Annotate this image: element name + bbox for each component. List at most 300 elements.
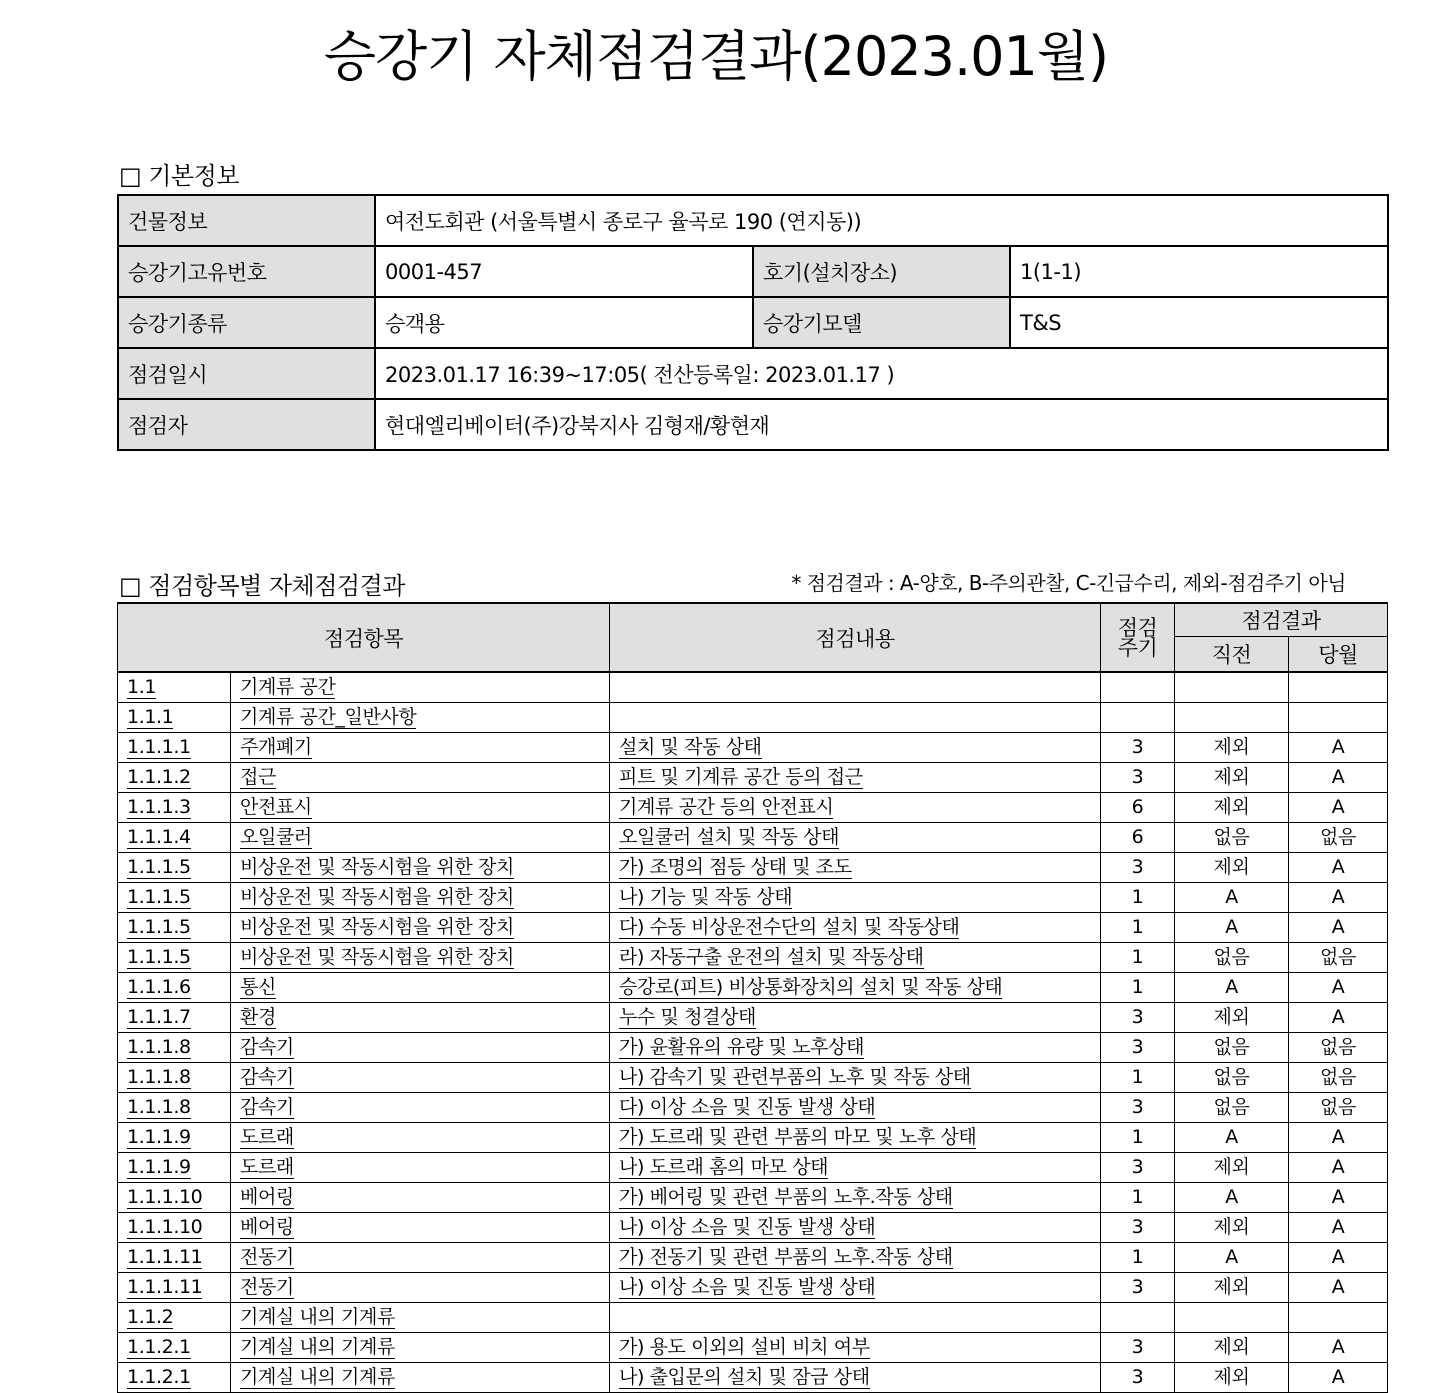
- row-number: [118, 973, 231, 1003]
- row-item-text: 환경: [240, 1006, 276, 1028]
- row-number-text: 1.1.1.5: [127, 946, 191, 968]
- row-item: [231, 1063, 610, 1093]
- row-prev-result: [1175, 913, 1289, 943]
- table-row: [118, 672, 1388, 703]
- row-current-result-text: A: [1331, 736, 1345, 758]
- row-prev-result: [1175, 733, 1289, 763]
- row-item-text: 비상운전 및 작동시험을 위한 장치: [240, 856, 514, 878]
- row-cycle: [1101, 943, 1175, 973]
- row-number-text: 1.1.2: [127, 1306, 174, 1328]
- table-row: [118, 703, 1388, 733]
- row-item: [231, 1303, 610, 1333]
- row-cycle: [1101, 703, 1175, 733]
- row-prev-result-text: A: [1225, 1186, 1238, 1208]
- row-content: [610, 703, 1101, 733]
- row-number: [118, 793, 231, 823]
- row-prev-result-text: 제외: [1213, 766, 1250, 788]
- table-row: [118, 943, 1388, 973]
- date-row: [118, 348, 1388, 399]
- table-row: [118, 1333, 1388, 1363]
- table-row: [118, 973, 1388, 1003]
- row-content-text: 가) 베어링 및 관련 부품의 노후.작동 상태: [619, 1186, 953, 1208]
- row-content-text: 나) 도르래 홈의 마모 상태: [619, 1156, 829, 1178]
- date-value: 2023.01.17 16:39~17:05( 전산등록일: 2023.01.17 ): [375, 348, 1388, 399]
- row-current-result-text: A: [1331, 976, 1345, 998]
- row-cycle-text: 6: [1131, 796, 1144, 818]
- table-row: [118, 1033, 1388, 1063]
- header-cycle-line1: 점검: [1117, 615, 1158, 640]
- results-legend: * 점검결과 : A-양호, B-주의관찰, C-긴급수리, 제외-점검주기 아님: [791, 571, 1346, 595]
- row-prev-result: [1175, 973, 1289, 1003]
- basic-info-heading: □ 기본정보: [119, 162, 240, 190]
- row-number: [118, 1153, 231, 1183]
- row-current-result: [1289, 1093, 1388, 1123]
- row-prev-result: [1175, 1093, 1289, 1123]
- row-item-text: 기계류 공간: [240, 676, 336, 698]
- building-value: 여전도회관 (서울특별시 종로구 율곡로 190 (연지동)): [375, 195, 1388, 246]
- row-item-text: 도르래: [240, 1126, 294, 1148]
- row-prev-result: [1175, 823, 1289, 853]
- row-content-text: 가) 도르래 및 관련 부품의 마모 및 노후 상태: [619, 1126, 977, 1148]
- row-prev-result: [1175, 1183, 1289, 1213]
- row-prev-result-text: 제외: [1213, 796, 1250, 818]
- row-item-text: 기계실 내의 기계류: [240, 1336, 395, 1358]
- header-prev: 직전: [1175, 637, 1289, 673]
- row-item: [231, 943, 610, 973]
- row-number-text: 1.1.1.10: [127, 1186, 203, 1208]
- row-item-text: 비상운전 및 작동시험을 위한 장치: [240, 886, 514, 908]
- row-item: [231, 1153, 610, 1183]
- row-prev-result: [1175, 943, 1289, 973]
- row-item-text: 전동기: [240, 1276, 294, 1298]
- row-number: [118, 1183, 231, 1213]
- row-prev-result: [1175, 672, 1289, 703]
- row-content: [610, 1183, 1101, 1213]
- row-cycle-text: 3: [1131, 1366, 1144, 1388]
- row-prev-result-text: A: [1225, 976, 1238, 998]
- row-content: [610, 973, 1101, 1003]
- row-content: [610, 823, 1101, 853]
- row-prev-result: [1175, 1063, 1289, 1093]
- type-value: 승객용: [375, 297, 753, 348]
- row-content-text: 나) 감속기 및 관련부품의 노후 및 작동 상태: [619, 1066, 971, 1088]
- row-prev-result: [1175, 1333, 1289, 1363]
- row-cycle-text: 1: [1131, 1126, 1144, 1148]
- basic-info-table: [117, 194, 1389, 451]
- header-cycle: [1101, 603, 1175, 672]
- header-result: 점검결과: [1175, 603, 1388, 637]
- row-cycle-text: 1: [1131, 976, 1144, 998]
- row-content: [610, 913, 1101, 943]
- header-cycle-line2: 주기: [1117, 635, 1158, 660]
- row-number-text: 1.1.1.5: [127, 856, 191, 878]
- row-cycle: [1101, 733, 1175, 763]
- header-content: 점검내용: [610, 603, 1101, 672]
- row-prev-result: [1175, 1213, 1289, 1243]
- row-number: [118, 1093, 231, 1123]
- row-prev-result-text: A: [1225, 1126, 1238, 1148]
- table-row: [118, 823, 1388, 853]
- row-prev-result: [1175, 703, 1289, 733]
- table-row: [118, 793, 1388, 823]
- row-content-text: 승강로(피트) 비상통화장치의 설치 및 작동 상태: [619, 976, 1003, 998]
- unique-no-row: [118, 246, 1388, 297]
- row-cycle-text: 1: [1131, 1066, 1144, 1088]
- row-cycle: [1101, 853, 1175, 883]
- row-prev-result: [1175, 853, 1289, 883]
- row-current-result: [1289, 1003, 1388, 1033]
- table-row: [118, 853, 1388, 883]
- row-current-result-text: 없음: [1320, 826, 1356, 848]
- row-content-text: 다) 이상 소음 및 진동 발생 상태: [619, 1096, 876, 1118]
- row-current-result: [1289, 823, 1388, 853]
- row-item-text: 비상운전 및 작동시험을 위한 장치: [240, 946, 514, 968]
- row-content-text: 누수 및 청결상태: [619, 1006, 756, 1028]
- row-prev-result-text: 제외: [1213, 1336, 1250, 1358]
- row-item: [231, 973, 610, 1003]
- row-current-result: [1289, 853, 1388, 883]
- row-item-text: 감속기: [240, 1036, 294, 1058]
- row-cycle-text: 3: [1131, 1006, 1144, 1028]
- row-number: [118, 703, 231, 733]
- row-item-text: 기계실 내의 기계류: [240, 1366, 395, 1388]
- row-content-text: 가) 조명의 점등 상태 및 조도: [619, 856, 852, 878]
- row-current-result-text: A: [1331, 1156, 1345, 1178]
- row-number-text: 1.1.1.8: [127, 1096, 191, 1118]
- row-item: [231, 1333, 610, 1363]
- row-item: [231, 1123, 610, 1153]
- row-number-text: 1.1.1.5: [127, 916, 191, 938]
- table-row: [118, 1153, 1388, 1183]
- row-prev-result: [1175, 1273, 1289, 1303]
- row-item: [231, 703, 610, 733]
- page-title: 승강기 자체점검결과(2023.01월): [323, 25, 1109, 88]
- row-item: [231, 853, 610, 883]
- row-cycle: [1101, 763, 1175, 793]
- row-content: [610, 733, 1101, 763]
- row-prev-result: [1175, 1003, 1289, 1033]
- row-current-result: [1289, 733, 1388, 763]
- row-current-result-text: A: [1331, 1366, 1345, 1388]
- row-cycle: [1101, 823, 1175, 853]
- row-number: [118, 1213, 231, 1243]
- table-row: [118, 1243, 1388, 1273]
- row-cycle-text: 3: [1131, 856, 1144, 878]
- row-number: [118, 1363, 231, 1393]
- row-current-result: [1289, 913, 1388, 943]
- row-content: [610, 1033, 1101, 1063]
- row-current-result-text: 없음: [1320, 946, 1356, 968]
- row-cycle: [1101, 1153, 1175, 1183]
- unit-label: 호기(설치장소): [753, 246, 1010, 297]
- unit-value: 1(1-1): [1010, 246, 1388, 297]
- row-item-text: 전동기: [240, 1246, 294, 1268]
- row-cycle-text: 3: [1131, 1036, 1144, 1058]
- building-label: 건물정보: [118, 195, 375, 246]
- row-number-text: 1.1.1.9: [127, 1156, 191, 1178]
- row-content: [610, 1153, 1101, 1183]
- table-row: [118, 1273, 1388, 1303]
- row-number: [118, 1243, 231, 1273]
- row-current-result: [1289, 1243, 1388, 1273]
- row-current-result-text: A: [1331, 1276, 1345, 1298]
- row-item: [231, 1093, 610, 1123]
- row-prev-result: [1175, 793, 1289, 823]
- model-label: 승강기모델: [753, 297, 1010, 348]
- row-cycle: [1101, 913, 1175, 943]
- row-cycle: [1101, 883, 1175, 913]
- row-current-result: [1289, 672, 1388, 703]
- row-current-result-text: A: [1331, 1186, 1345, 1208]
- row-content: [610, 1063, 1101, 1093]
- row-prev-result-text: 없음: [1213, 826, 1250, 848]
- row-cycle-text: 6: [1131, 826, 1144, 848]
- table-row: [118, 1363, 1388, 1393]
- row-item: [231, 672, 610, 703]
- row-cycle-text: 3: [1131, 1096, 1144, 1118]
- table-row: [118, 733, 1388, 763]
- row-current-result: [1289, 1123, 1388, 1153]
- row-prev-result-text: 제외: [1213, 1216, 1250, 1238]
- row-content-text: 나) 기능 및 작동 상태: [619, 886, 793, 908]
- row-cycle: [1101, 973, 1175, 1003]
- row-content: [610, 1273, 1101, 1303]
- row-current-result-text: A: [1331, 886, 1345, 908]
- row-cycle-text: 3: [1131, 1216, 1144, 1238]
- row-prev-result-text: 없음: [1213, 946, 1250, 968]
- row-prev-result-text: A: [1225, 916, 1238, 938]
- row-number: [118, 1063, 231, 1093]
- row-cycle-text: 3: [1131, 1156, 1144, 1178]
- row-cycle: [1101, 1213, 1175, 1243]
- row-item-text: 접근: [240, 766, 276, 788]
- row-content-text: 가) 용도 이외의 설비 비치 여부: [619, 1336, 870, 1358]
- table-row: [118, 1183, 1388, 1213]
- row-current-result-text: A: [1331, 856, 1345, 878]
- row-prev-result-text: A: [1225, 886, 1238, 908]
- row-content-text: 오일쿨러 설치 및 작동 상태: [619, 826, 840, 848]
- row-number: [118, 1003, 231, 1033]
- row-cycle-text: 1: [1131, 886, 1144, 908]
- row-number: [118, 883, 231, 913]
- row-current-result: [1289, 1153, 1388, 1183]
- row-number: [118, 943, 231, 973]
- row-prev-result: [1175, 763, 1289, 793]
- row-number: [118, 1333, 231, 1363]
- row-cycle: [1101, 672, 1175, 703]
- row-content-text: 라) 자동구출 운전의 설치 및 작동상태: [619, 946, 924, 968]
- row-cycle: [1101, 1243, 1175, 1273]
- row-item: [231, 823, 610, 853]
- row-content: [610, 672, 1101, 703]
- table-row: [118, 1003, 1388, 1033]
- row-number-text: 1.1.1.11: [127, 1276, 203, 1298]
- row-prev-result-text: 제외: [1213, 1276, 1250, 1298]
- row-current-result: [1289, 1033, 1388, 1063]
- table-row: [118, 913, 1388, 943]
- row-current-result: [1289, 1213, 1388, 1243]
- row-number-text: 1.1.2.1: [127, 1366, 191, 1388]
- row-number-text: 1.1.1.8: [127, 1066, 191, 1088]
- row-content-text: 가) 전동기 및 관련 부품의 노후.작동 상태: [619, 1246, 953, 1268]
- row-number: [118, 672, 231, 703]
- row-number-text: 1.1.1.1: [127, 736, 191, 758]
- unique-no-value: 0001-457: [375, 246, 753, 297]
- row-prev-result-text: 제외: [1213, 736, 1250, 758]
- table-row: [118, 1213, 1388, 1243]
- row-number-text: 1.1.1.4: [127, 826, 191, 848]
- row-content: [610, 763, 1101, 793]
- row-content: [610, 883, 1101, 913]
- row-content-text: 피트 및 기계류 공간 등의 접근: [619, 766, 863, 788]
- row-item: [231, 1183, 610, 1213]
- row-current-result-text: 없음: [1320, 1096, 1356, 1118]
- row-cycle: [1101, 1003, 1175, 1033]
- row-prev-result-text: 없음: [1213, 1096, 1250, 1118]
- row-number-text: 1.1: [127, 676, 157, 698]
- row-prev-result: [1175, 1243, 1289, 1273]
- row-current-result-text: 없음: [1320, 1066, 1356, 1088]
- row-content: [610, 793, 1101, 823]
- row-cycle: [1101, 1093, 1175, 1123]
- row-prev-result: [1175, 1123, 1289, 1153]
- row-item-text: 베어링: [240, 1186, 294, 1208]
- row-item: [231, 1213, 610, 1243]
- row-item: [231, 913, 610, 943]
- row-content-text: 설치 및 작동 상태: [619, 736, 762, 758]
- row-item: [231, 883, 610, 913]
- row-number: [118, 823, 231, 853]
- row-content: [610, 1213, 1101, 1243]
- table-row: [118, 1123, 1388, 1153]
- row-number: [118, 1033, 231, 1063]
- row-item: [231, 793, 610, 823]
- row-content: [610, 853, 1101, 883]
- row-content: [610, 943, 1101, 973]
- row-content: [610, 1333, 1101, 1363]
- row-prev-result-text: 없음: [1213, 1036, 1250, 1058]
- row-current-result: [1289, 1183, 1388, 1213]
- table-row: [118, 1063, 1388, 1093]
- row-number: [118, 733, 231, 763]
- row-cycle-text: 1: [1131, 946, 1144, 968]
- row-prev-result-text: 제외: [1213, 856, 1250, 878]
- row-content: [610, 1093, 1101, 1123]
- row-current-result: [1289, 883, 1388, 913]
- row-item-text: 오일쿨러: [240, 826, 312, 848]
- row-prev-result: [1175, 1363, 1289, 1393]
- row-current-result: [1289, 1063, 1388, 1093]
- row-item: [231, 1243, 610, 1273]
- row-current-result-text: A: [1331, 916, 1345, 938]
- row-item-text: 감속기: [240, 1066, 294, 1088]
- row-number: [118, 1303, 231, 1333]
- row-content: [610, 1123, 1101, 1153]
- row-number-text: 1.1.1.2: [127, 766, 191, 788]
- inspector-row: [118, 399, 1388, 450]
- row-current-result-text: A: [1331, 1336, 1345, 1358]
- row-content-text: 나) 이상 소음 및 진동 발생 상태: [619, 1276, 876, 1298]
- row-content-text: 기계류 공간 등의 안전표시: [619, 796, 834, 818]
- row-item-text: 기계실 내의 기계류: [240, 1306, 395, 1328]
- table-row: [118, 1303, 1388, 1333]
- row-content-text: 나) 이상 소음 및 진동 발생 상태: [619, 1216, 876, 1238]
- row-number-text: 1.1.2.1: [127, 1336, 191, 1358]
- inspector-label: 점검자: [118, 399, 375, 450]
- row-content-text: 나) 출입문의 설치 및 잠금 상태: [619, 1366, 870, 1388]
- row-current-result-text: 없음: [1320, 1036, 1356, 1058]
- row-number-text: 1.1.1.7: [127, 1006, 191, 1028]
- model-value: T&S: [1010, 297, 1388, 348]
- row-prev-result: [1175, 883, 1289, 913]
- building-row: [118, 195, 1388, 246]
- row-cycle: [1101, 1303, 1175, 1333]
- row-item-text: 감속기: [240, 1096, 294, 1118]
- row-prev-result-text: 제외: [1213, 1366, 1250, 1388]
- row-current-result-text: A: [1331, 1126, 1345, 1148]
- header-item: 점검항목: [118, 603, 610, 672]
- row-item-text: 주개폐기: [240, 736, 312, 758]
- row-current-result-text: A: [1331, 1216, 1345, 1238]
- row-item: [231, 763, 610, 793]
- row-cycle: [1101, 1363, 1175, 1393]
- row-item-text: 기계류 공간_일반사항: [240, 706, 417, 728]
- row-item-text: 비상운전 및 작동시험을 위한 장치: [240, 916, 514, 938]
- row-current-result: [1289, 763, 1388, 793]
- results-table: [117, 602, 1388, 1393]
- table-row: [118, 1093, 1388, 1123]
- row-current-result-text: A: [1331, 1006, 1345, 1028]
- row-item: [231, 733, 610, 763]
- row-content-text: 가) 윤활유의 유량 및 노후상태: [619, 1036, 865, 1058]
- row-number: [118, 1273, 231, 1303]
- row-content: [610, 1363, 1101, 1393]
- row-current-result: [1289, 703, 1388, 733]
- row-item-text: 통신: [240, 976, 276, 998]
- row-number: [118, 763, 231, 793]
- row-current-result: [1289, 1333, 1388, 1363]
- type-row: [118, 297, 1388, 348]
- row-prev-result-text: A: [1225, 1246, 1238, 1268]
- row-current-result: [1289, 973, 1388, 1003]
- results-heading: □ 점검항목별 자체점검결과: [119, 572, 405, 600]
- row-number-text: 1.1.1.11: [127, 1246, 203, 1268]
- row-number-text: 1.1.1.3: [127, 796, 191, 818]
- row-prev-result: [1175, 1303, 1289, 1333]
- date-label: 점검일시: [118, 348, 375, 399]
- row-number-text: 1.1.1.10: [127, 1216, 203, 1238]
- row-prev-result-text: 없음: [1213, 1066, 1250, 1088]
- row-item: [231, 1363, 610, 1393]
- row-cycle: [1101, 1063, 1175, 1093]
- row-cycle-text: 1: [1131, 916, 1144, 938]
- row-number: [118, 1123, 231, 1153]
- row-number-text: 1.1.1: [127, 706, 174, 728]
- row-current-result-text: A: [1331, 1246, 1345, 1268]
- inspector-value: 현대엘리베이터(주)강북지사 김형재/황현재: [375, 399, 1388, 450]
- row-prev-result-text: 제외: [1213, 1006, 1250, 1028]
- unique-no-label: 승강기고유번호: [118, 246, 375, 297]
- row-cycle-text: 3: [1131, 1276, 1144, 1298]
- row-content: [610, 1003, 1101, 1033]
- row-prev-result-text: 제외: [1213, 1156, 1250, 1178]
- row-cycle: [1101, 1333, 1175, 1363]
- row-cycle-text: 3: [1131, 766, 1144, 788]
- row-item-text: 도르래: [240, 1156, 294, 1178]
- row-current-result-text: A: [1331, 796, 1345, 818]
- row-item-text: 안전표시: [240, 796, 312, 818]
- row-cycle: [1101, 1183, 1175, 1213]
